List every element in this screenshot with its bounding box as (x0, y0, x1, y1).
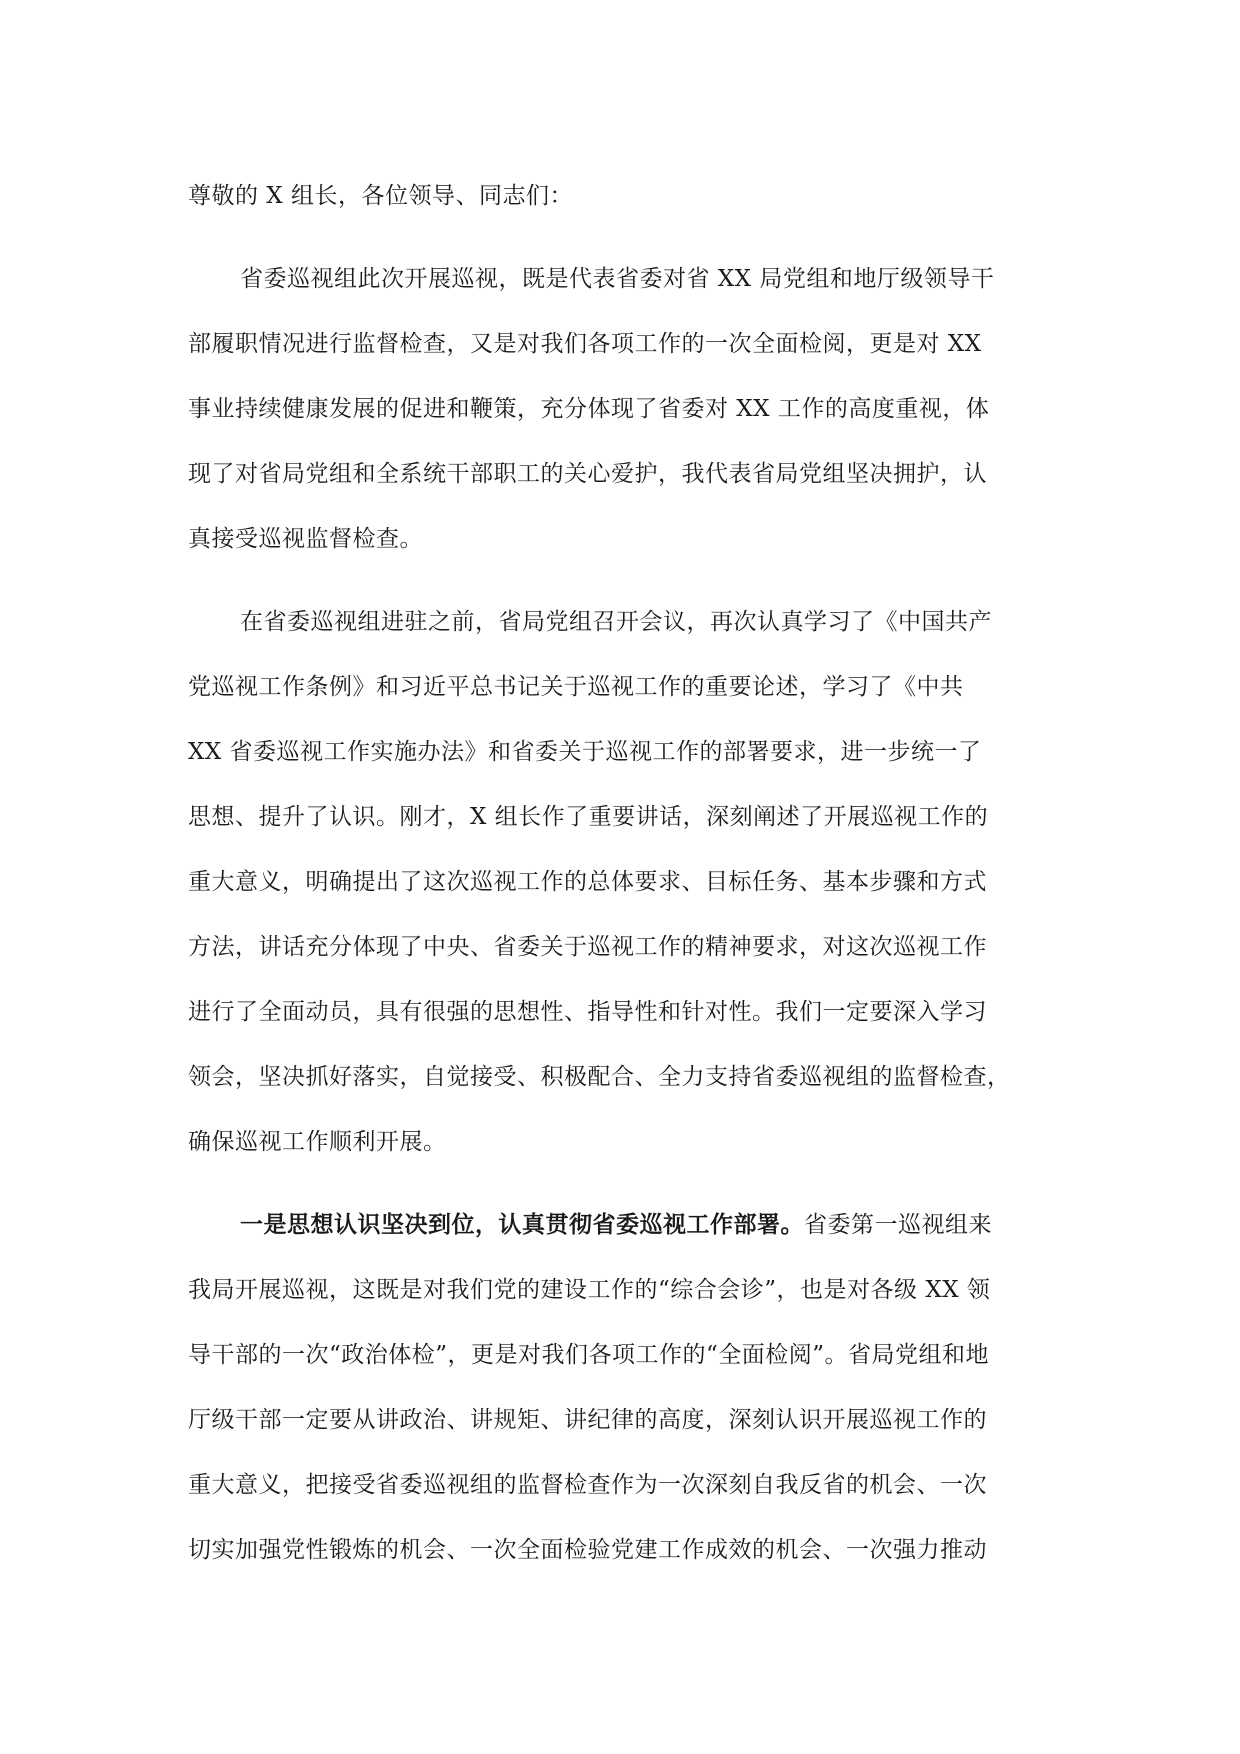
text-line: XX 省委巡视工作实施办法》和省委关于巡视工作的部署要求，进一步统一了 (188, 739, 982, 765)
text-line: 方法，讲话充分体现了中央、省委关于巡视工作的精神要求，对这次巡视工作 (188, 934, 987, 960)
text-fragment: 省委第一巡视组来 (804, 1212, 992, 1238)
text-line: 省委巡视组此次开展巡视，既是代表省委对省 XX 局党组和地厅级领导干 (240, 266, 995, 292)
salutation: 尊敬的 X 组长，各位领导、同志们： (188, 183, 573, 209)
paragraph-1 (188, 247, 1050, 572)
paragraph-2 (188, 590, 1050, 1175)
text-line: 重大意义，明确提出了这次巡视工作的总体要求、目标任务、基本步骤和方式 (188, 869, 987, 895)
text-line: 领会，坚决抓好落实，自觉接受、积极配合、全力支持省委巡视组的监督检查， (188, 1064, 1011, 1090)
text-line: 厅级干部一定要从讲政治、讲规矩、讲纪律的高度，深刻认识开展巡视工作的 (188, 1407, 987, 1433)
text-line: 现了对省局党组和全系统干部职工的关心爱护，我代表省局党组坚决拥护，认 (188, 461, 987, 487)
text-line: 重大意义，把接受省委巡视组的监督检查作为一次深刻自我反省的机会、一次 (188, 1472, 987, 1498)
text-line: 党巡视工作条例》和习近平总书记关于巡视工作的重要论述，学习了《中共 (188, 674, 964, 700)
text-line: 事业持续健康发展的促进和鞭策，充分体现了省委对 XX 工作的高度重视，体 (188, 396, 990, 422)
text-line: 切实加强党性锻炼的机会、一次全面检验党建工作成效的机会、一次强力推动 (188, 1537, 987, 1563)
text-line: 思想、提升了认识。刚才，X 组长作了重要讲话，深刻阐述了开展巡视工作的 (188, 804, 989, 830)
text-line: 确保巡视工作顺利开展。 (188, 1129, 447, 1155)
text-line: 进行了全面动员，具有很强的思想性、指导性和针对性。我们一定要深入学习 (188, 999, 987, 1025)
paragraph-3 (188, 1193, 1050, 1583)
text-line: 导干部的一次“政治体检”，更是对我们各项工作的“全面检阅”。省局党组和地 (188, 1342, 990, 1368)
section-heading: 一是思想认识坚决到位，认真贯彻省委巡视工作部署。 (240, 1212, 804, 1238)
document-body (188, 164, 1050, 1583)
text-line-lead (188, 1193, 1050, 1258)
text-line: 我局开展巡视，这既是对我们党的建设工作的“综合会诊”，也是对各级 XX 领 (188, 1277, 991, 1303)
text-line: 部履职情况进行监督检查，又是对我们各项工作的一次全面检阅，更是对 XX (188, 331, 982, 357)
text-line: 真接受巡视监督检查。 (188, 526, 423, 552)
text-line: 在省委巡视组进驻之前，省局党组召开会议，再次认真学习了《中国共产 (240, 609, 992, 635)
